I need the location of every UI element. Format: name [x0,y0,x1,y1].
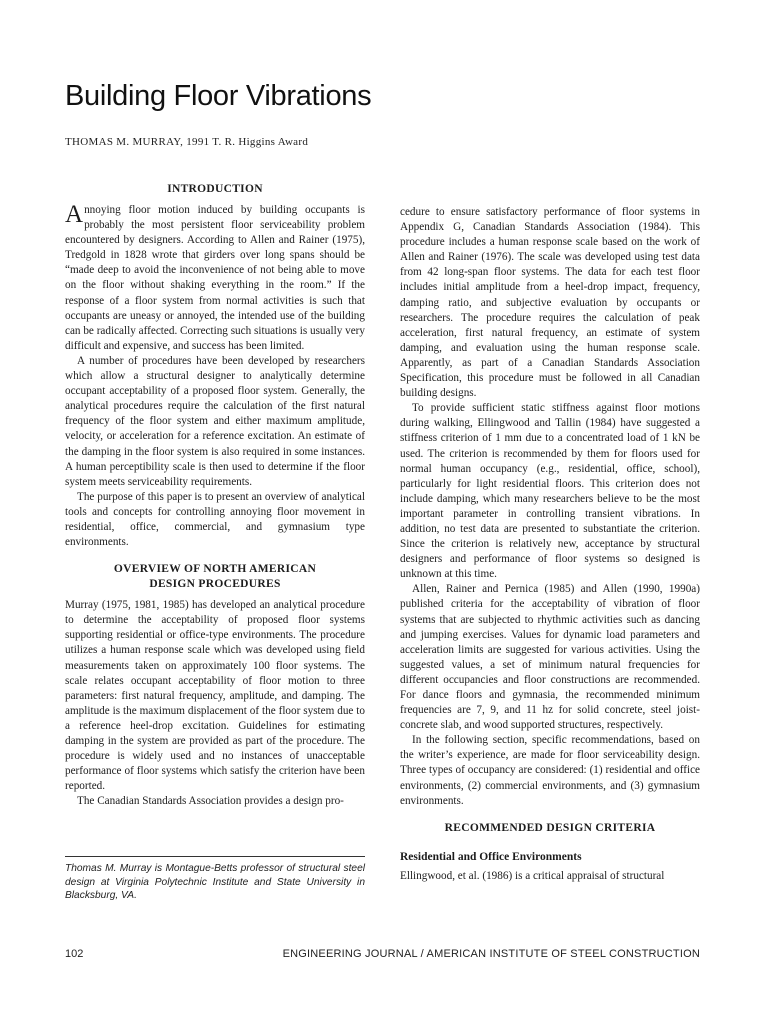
right-paragraph-1: cedure to ensure satisfactory performance of floor systems in Appendix G, Canadian Standards Association (1984). This procedure includes a human response scale based on the work of Allen and Rainer (1976). The scale was developed using test data from 42 long-span floor systems. The data for each test floor includes initial amplitude from a heel-drop impact, frequency, damping ratio, and subjective evaluation by occupants or researchers. The procedure requires the calculation of peak acceleration, first natural frequency, an estimate of system damping, and evaluation using the human response scale. Apparently, as part of a Canadian Standards Association Specification, this procedure must be followed in all Canadian building designs. [400,206,700,400]
introduction-heading: INTRODUCTION [167,183,263,195]
page-number: 102 [65,948,84,960]
drop-cap: A [65,201,84,228]
intro-paragraph-1 [65,203,365,354]
author-footnote: Thomas M. Murray is Montague-Betts professor of structural steel design at Virginia Polytechnic Institute and State University in Blacksburg, VA. [65,863,365,901]
intro-paragraph-2: A number of procedures have been developed by researchers which allow a structural designer to analytically determine occupant acceptability of a proposed floor system. Generally, the analytical procedures require the calculation of the first natural frequency of the floor system and either maximum amplitude, velocity, or acceleration for a reference excitation. An estimate of the damping in the floor system is also required in some instances. A human perceptibility scale is then used to determine if the floor system meets serviceability requirements. [65,354,365,488]
article-title: Building Floor Vibrations [65,80,372,112]
author-byline: THOMAS M. MURRAY, 1991 T. R. Higgins Award [65,136,309,148]
intro-paragraph-1-text: nnoying floor motion induced by building occupants is probably the most persistent floor serviceability problem encountered by designers. According to Allen and Rainer (1975), Tredgold in 1828 wrote that girders over long spans should be “made deep to avoid the inconvenience of not being able to move on the floor without shaking everything in the room.” If the response of a floor system from normal activities is such that occupants are uneasy or annoyed, the intended use of the building can be radically affected. Correcting such situations is usually very difficult and expensive, and success has been limited. [65,204,365,352]
right-column [400,205,700,884]
overview-paragraph-2: The Canadian Standards Association provides a design pro- [77,795,344,808]
right-paragraph-2: To provide sufficient static stiffness against floor motions during walking, Ellingwood and Tallin (1984) have suggested a stiffness criterion of 1 mm due to a concentrated load of 1 kN be used. The criterion is recommended by them for floors used for normal human occupancy (e.g., residential, office, school), particularly for light residential floors. This criterion does not include damping, which many researchers believe to be the most important parameter in controlling transient vibrations. In addition, no test data are presented to substantiate the criterion. Since the criterion is relatively new, acceptance by structural designers and performance of floor systems so designed is unknown at this time. [400,402,700,581]
left-column [65,182,365,809]
journal-footer: ENGINEERING JOURNAL / AMERICAN INSTITUTE OF STEEL CONSTRUCTION [282,948,700,960]
residential-office-subheading: Residential and Office Environments [400,850,582,863]
overview-heading-line-1: OVERVIEW OF NORTH AMERICAN [113,563,317,576]
overview-heading-line-2: DESIGN PROCEDURES [149,578,281,591]
right-paragraph-4: In the following section, specific recommendations, based on the writer’s experience, are made for floor serviceability design. Three types of occupancy are considered: (1) residential and office environments, (2) commercial environments, and (3) gymnasium environments. [400,734,700,807]
right-paragraph-3: Allen, Rainer and Pernica (1985) and Allen (1990, 1990a) published criteria for the acceptability of vibration of floor systems that are subjected to rhythmic activities such as dancing and jumping exercises. Values for dynamic load parameters and acceleration limits are suggested for various activities. Using the suggested values, a set of minimum natural frequencies for different occupancies and floor constructions are recommended. For dance floors and gymnasia, the recommended minimum frequencies are 7, 9, and 11 hz for solid concrete, steel joist-concrete slab, and wood supported structures, respectively. [400,583,700,732]
footnote-divider [65,856,365,857]
intro-paragraph-3: The purpose of this paper is to present an overview of analytical tools and concepts for controlling annoying floor movement in residential, office, commercial, and gymnasium type environments. [65,490,365,549]
overview-paragraph-1: Murray (1975, 1981, 1985) has developed an analytical procedure to determine the acceptability of proposed floor systems supporting residential or office-type environments. The procedure utilizes a human response scale which was developed using field measurements taken on approximately 100 floor systems. The scale relates occupant acceptability of floor motion to three parameters: first natural frequency, amplitude, and damping. The amplitude is the maximum displacement of the floor system due to a reference heel-drop excitation. Guidelines for estimating damping in the system are provided as part of the procedure. The procedure is widely used and no instances of unacceptable performance of floor systems which satisfy the criterion have been reported. [65,599,365,793]
overview-heading [65,562,365,592]
criteria-heading: RECOMMENDED DESIGN CRITERIA [444,821,656,834]
right-paragraph-5: Ellingwood, et al. (1986) is a critical appraisal of structural [400,869,665,882]
